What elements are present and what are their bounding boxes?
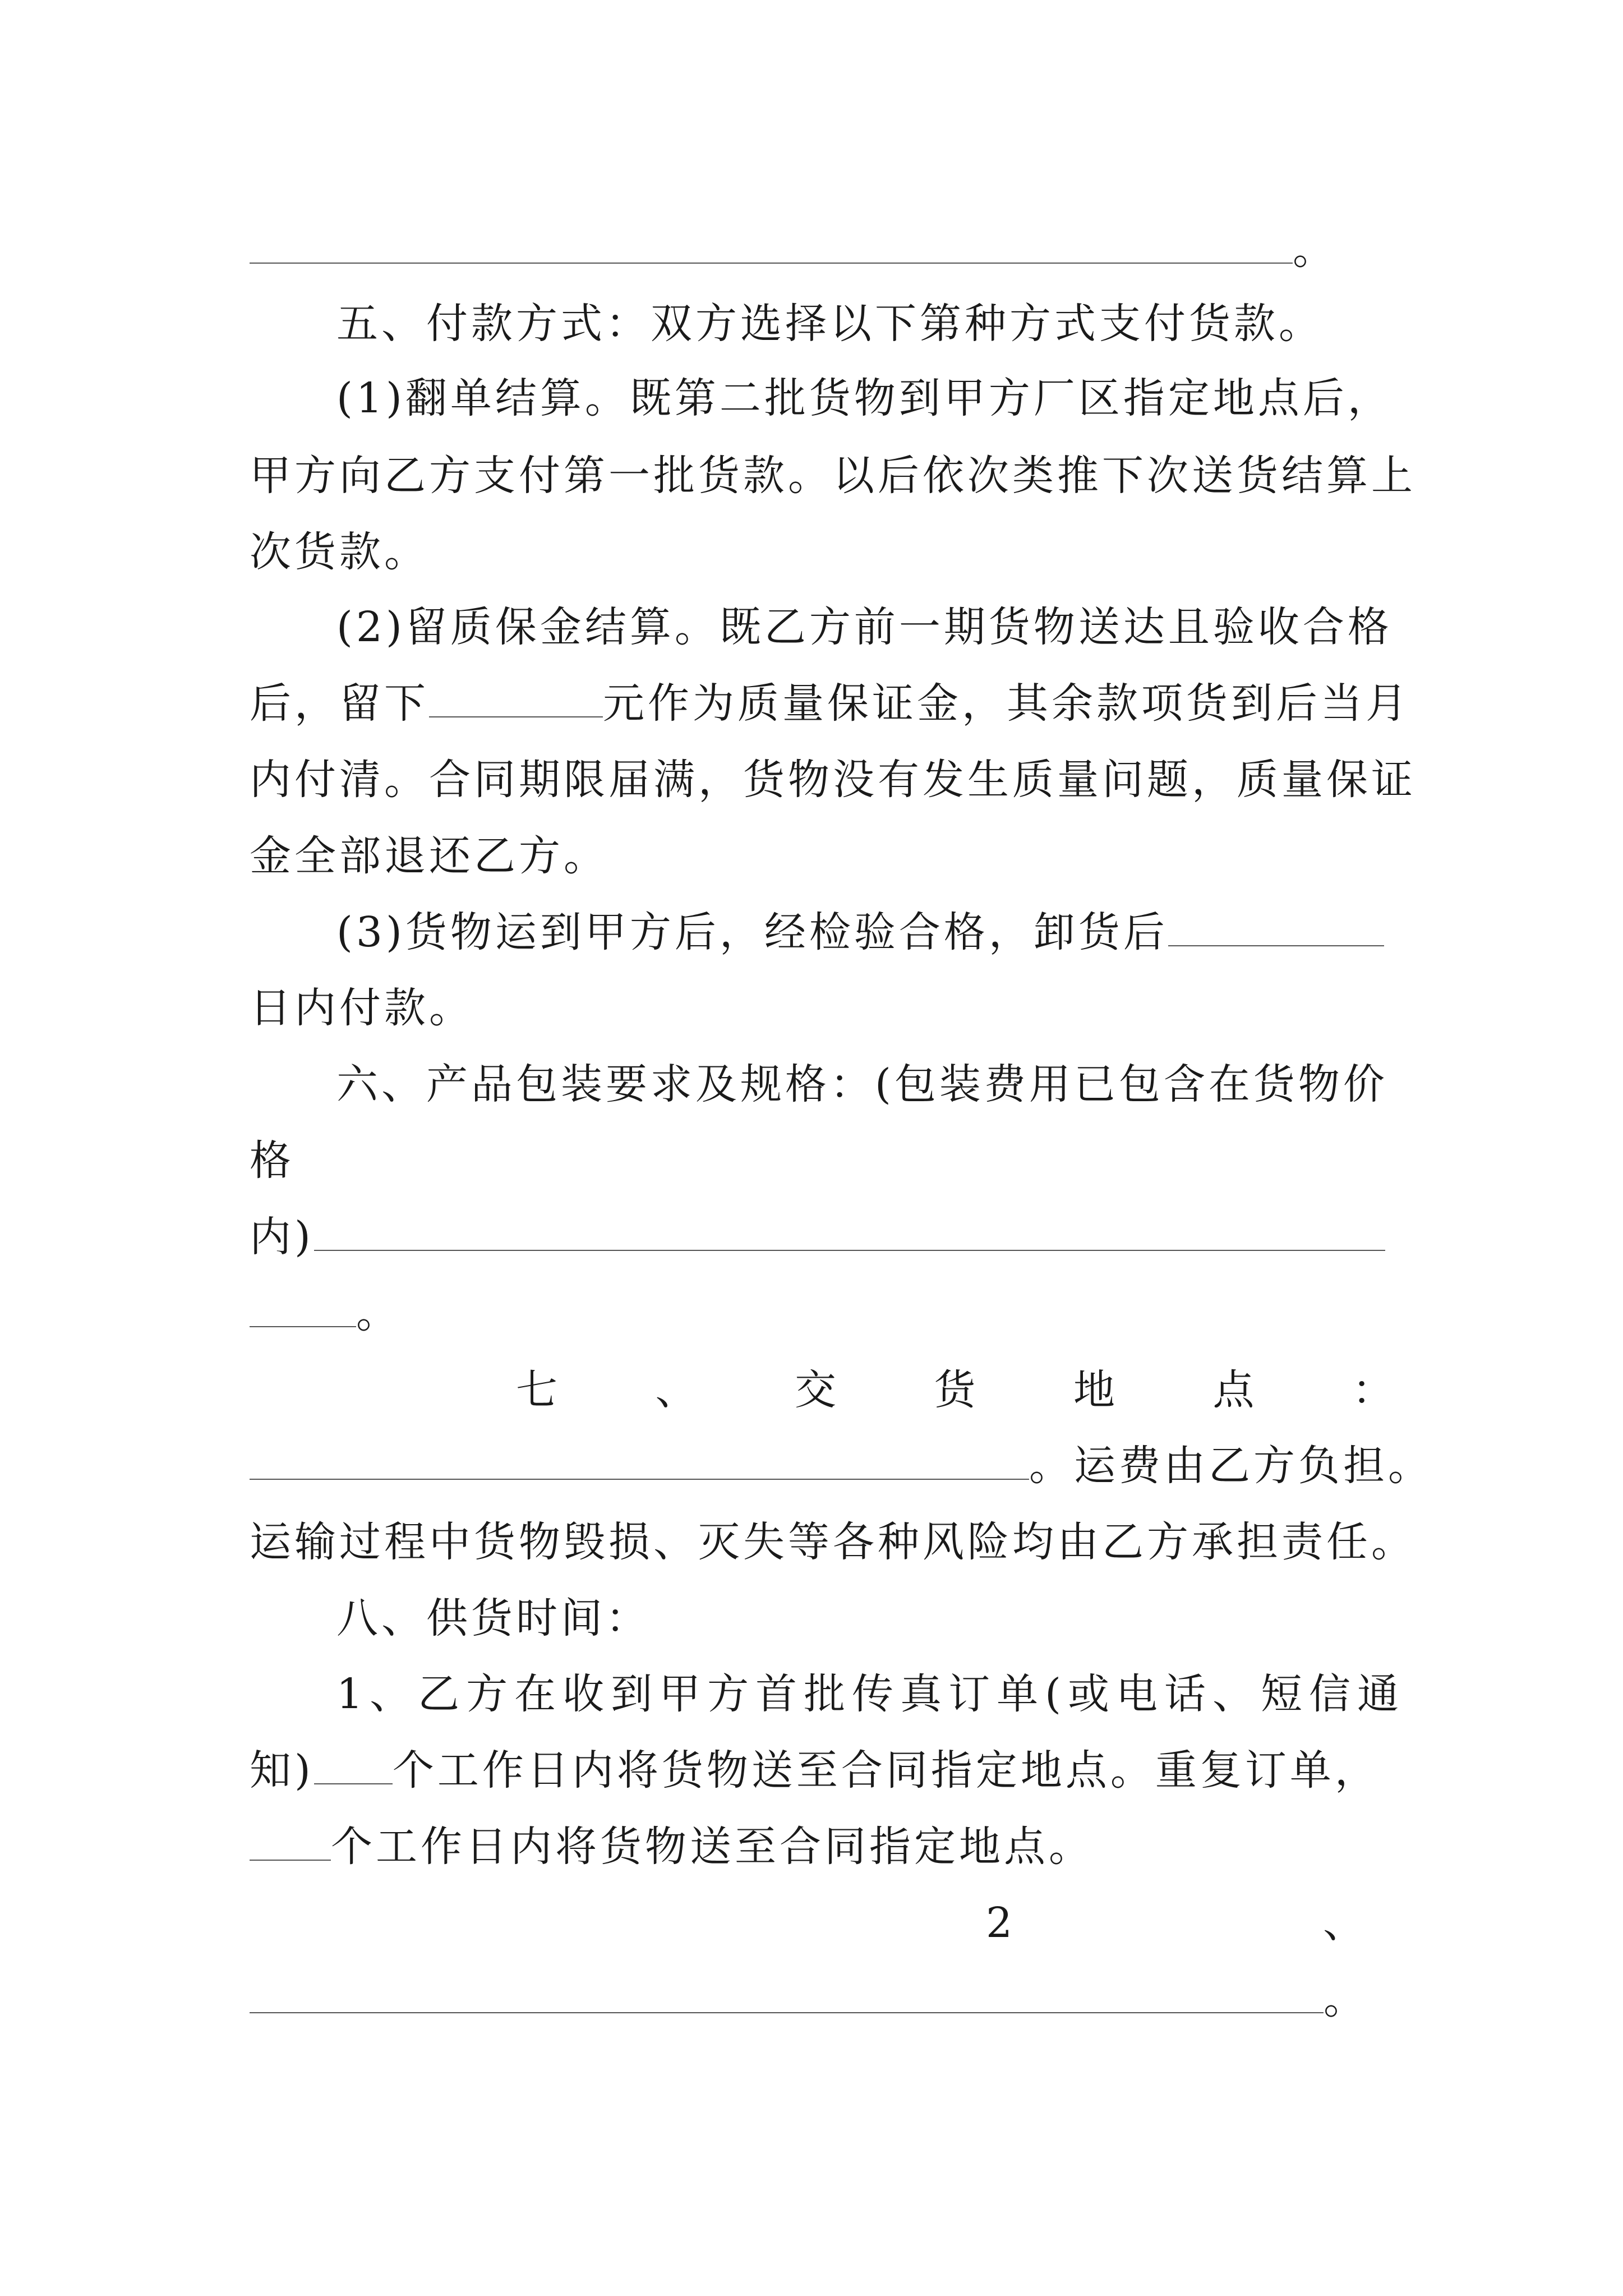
fill-blank bbox=[1168, 901, 1384, 946]
text-line: 金全部退还乙方。 bbox=[250, 832, 608, 880]
text-line: 日内付款。 bbox=[250, 984, 474, 1032]
text-line: 2 、 bbox=[986, 1899, 1364, 1947]
text-line: 内) bbox=[250, 1200, 1394, 1273]
text-line: 。运费由乙方负担。 bbox=[250, 1429, 1394, 1502]
fill-blank bbox=[250, 1435, 1029, 1480]
text-line: 运输过程中货物毁损、灭失等各种风险均由乙方承担责任。 bbox=[250, 1518, 1416, 1566]
fill-blank bbox=[314, 1740, 393, 1784]
fill-blank bbox=[429, 673, 603, 717]
section-8-heading: 八、供货时间： bbox=[336, 1594, 651, 1642]
fill-blank bbox=[250, 1816, 331, 1861]
text-line: 。 bbox=[250, 213, 1394, 286]
text-line: 内付清。合同期限届满，货物没有发生质量问题，质量保证 bbox=[250, 756, 1416, 804]
text-line: 个工作日内将货物送至合同指定地点。 bbox=[250, 1810, 1394, 1883]
text-line: 知) 个工作日内将货物送至合同指定地点。重复订单， bbox=[250, 1734, 1394, 1807]
section-6-heading: 六、产品包装要求及规格：(包装费用已包含在货物价 bbox=[336, 1060, 1388, 1108]
fill-blank bbox=[250, 1282, 356, 1327]
text-line: 。 bbox=[250, 1277, 1394, 1350]
text-line: 格 bbox=[250, 1137, 294, 1185]
text-line: (3)货物运到甲方后，经检验合格，卸货后 bbox=[336, 896, 1394, 969]
text-line: (1)翻单结算。既第二批货物到甲方厂区指定地点后， bbox=[336, 374, 1393, 422]
fill-blank bbox=[250, 219, 1293, 264]
text-line: 1、乙方在收到甲方首批传真订单(或电话、短信通 bbox=[336, 1670, 1405, 1718]
text-line: 次货款。 bbox=[250, 528, 429, 576]
text-line: (2)留质保金结算。既乙方前一期货物送达且验收合格 bbox=[336, 603, 1393, 651]
text-line: 后，留下 元作为质量保证金，其余款项货到后当月 bbox=[250, 667, 1394, 740]
section-7-heading: 七 、 交 货 地 点 ： bbox=[516, 1366, 1394, 1414]
fill-blank bbox=[250, 1968, 1324, 2013]
text-line: 甲方向乙方支付第一批货款。以后依次类推下次送货结算上 bbox=[250, 452, 1416, 500]
fill-blank bbox=[314, 1206, 1385, 1251]
section-5-heading: 五、付款方式：双方选择以下第种方式支付货款。 bbox=[336, 300, 1324, 348]
text-line: 。 bbox=[250, 1963, 1394, 2036]
